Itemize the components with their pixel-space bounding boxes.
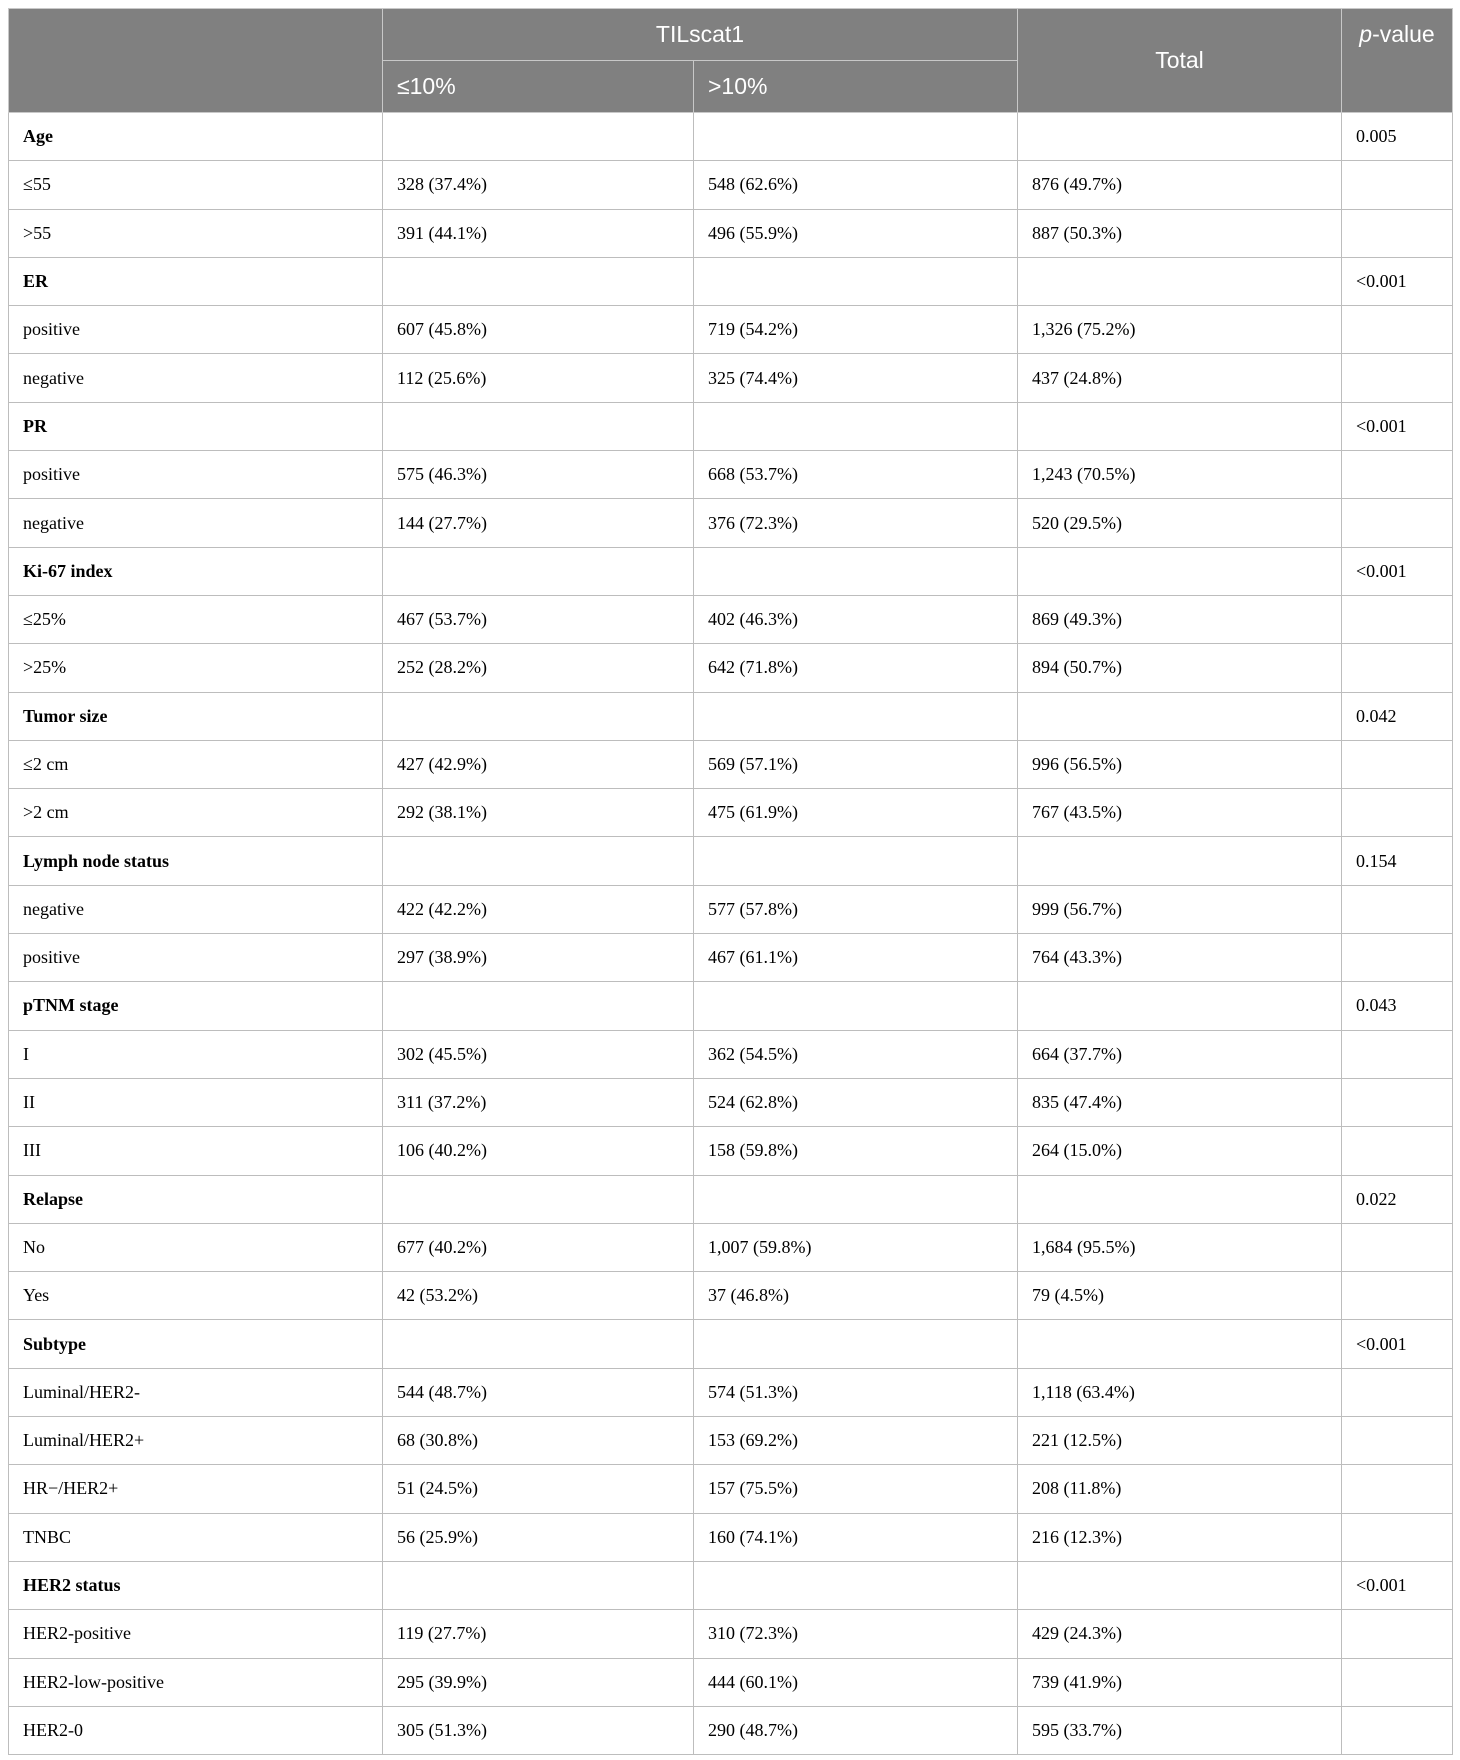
cell-label: Subtype bbox=[9, 1320, 383, 1368]
cell-label: HER2-positive bbox=[9, 1610, 383, 1658]
cell-high: 569 (57.1%) bbox=[694, 740, 1018, 788]
cell-p bbox=[1342, 1127, 1453, 1175]
cell-p bbox=[1342, 1368, 1453, 1416]
cell-low: 544 (48.7%) bbox=[383, 1368, 694, 1416]
cell-total: 1,243 (70.5%) bbox=[1018, 451, 1342, 499]
cell-total: 894 (50.7%) bbox=[1018, 644, 1342, 692]
cell-p: 0.043 bbox=[1342, 982, 1453, 1030]
cell-high: 376 (72.3%) bbox=[694, 499, 1018, 547]
cell-label: Relapse bbox=[9, 1175, 383, 1223]
cell-label: positive bbox=[9, 934, 383, 982]
cell-high: 577 (57.8%) bbox=[694, 885, 1018, 933]
cell-label: >55 bbox=[9, 209, 383, 257]
table-row bbox=[9, 644, 1453, 692]
cell-label: HER2-low-positive bbox=[9, 1658, 383, 1706]
table-row bbox=[9, 209, 1453, 257]
cell-label: pTNM stage bbox=[9, 982, 383, 1030]
table-row bbox=[9, 1465, 1453, 1513]
cell-high: 524 (62.8%) bbox=[694, 1078, 1018, 1126]
cell-total bbox=[1018, 113, 1342, 161]
cell-label: negative bbox=[9, 354, 383, 402]
cell-total bbox=[1018, 402, 1342, 450]
cell-p bbox=[1342, 161, 1453, 209]
cell-p: 0.154 bbox=[1342, 837, 1453, 885]
cell-total: 835 (47.4%) bbox=[1018, 1078, 1342, 1126]
cell-high: 444 (60.1%) bbox=[694, 1658, 1018, 1706]
cell-p bbox=[1342, 1223, 1453, 1271]
cell-high: 157 (75.5%) bbox=[694, 1465, 1018, 1513]
cell-label: HR−/HER2+ bbox=[9, 1465, 383, 1513]
cell-low: 42 (53.2%) bbox=[383, 1272, 694, 1320]
cell-p: 0.022 bbox=[1342, 1175, 1453, 1223]
cell-high: 153 (69.2%) bbox=[694, 1417, 1018, 1465]
cell-total bbox=[1018, 1320, 1342, 1368]
cell-p bbox=[1342, 644, 1453, 692]
cell-label: HER2-0 bbox=[9, 1706, 383, 1754]
cell-high: 642 (71.8%) bbox=[694, 644, 1018, 692]
table-row bbox=[9, 1223, 1453, 1271]
cell-p bbox=[1342, 1030, 1453, 1078]
cell-total: 767 (43.5%) bbox=[1018, 789, 1342, 837]
cell-total: 664 (37.7%) bbox=[1018, 1030, 1342, 1078]
table-row bbox=[9, 1706, 1453, 1754]
cell-total: 264 (15.0%) bbox=[1018, 1127, 1342, 1175]
cell-high bbox=[694, 692, 1018, 740]
cell-p bbox=[1342, 1272, 1453, 1320]
table-container bbox=[8, 8, 1452, 1755]
cell-low: 144 (27.7%) bbox=[383, 499, 694, 547]
cell-label: No bbox=[9, 1223, 383, 1271]
cell-low: 311 (37.2%) bbox=[383, 1078, 694, 1126]
cell-label: negative bbox=[9, 885, 383, 933]
cell-total bbox=[1018, 1561, 1342, 1609]
cell-low: 106 (40.2%) bbox=[383, 1127, 694, 1175]
table-group-row bbox=[9, 1320, 1453, 1368]
cell-high: 158 (59.8%) bbox=[694, 1127, 1018, 1175]
cell-low: 607 (45.8%) bbox=[383, 306, 694, 354]
cell-total bbox=[1018, 547, 1342, 595]
table-row bbox=[9, 354, 1453, 402]
table-group-row bbox=[9, 692, 1453, 740]
header-blank bbox=[9, 9, 383, 113]
header-total: Total bbox=[1018, 9, 1342, 113]
cell-label: Yes bbox=[9, 1272, 383, 1320]
header-p-italic: p bbox=[1359, 21, 1373, 47]
cell-total: 996 (56.5%) bbox=[1018, 740, 1342, 788]
cell-total: 739 (41.9%) bbox=[1018, 1658, 1342, 1706]
cell-high bbox=[694, 257, 1018, 305]
cell-label: Ki-67 index bbox=[9, 547, 383, 595]
table-row bbox=[9, 885, 1453, 933]
cell-label: ≤55 bbox=[9, 161, 383, 209]
table-row bbox=[9, 1368, 1453, 1416]
cell-p bbox=[1342, 1417, 1453, 1465]
cell-label: TNBC bbox=[9, 1513, 383, 1561]
cell-p bbox=[1342, 1658, 1453, 1706]
cell-low: 112 (25.6%) bbox=[383, 354, 694, 402]
cell-p bbox=[1342, 740, 1453, 788]
table-row bbox=[9, 1610, 1453, 1658]
cell-total bbox=[1018, 982, 1342, 1030]
cell-label: positive bbox=[9, 451, 383, 499]
table-row bbox=[9, 789, 1453, 837]
cell-low bbox=[383, 547, 694, 595]
table-row bbox=[9, 934, 1453, 982]
cell-p bbox=[1342, 595, 1453, 643]
table-group-row bbox=[9, 402, 1453, 450]
cell-low bbox=[383, 982, 694, 1030]
table-row bbox=[9, 1030, 1453, 1078]
cell-low: 56 (25.9%) bbox=[383, 1513, 694, 1561]
table-group-row bbox=[9, 113, 1453, 161]
cell-total: 1,684 (95.5%) bbox=[1018, 1223, 1342, 1271]
header-p-rest: -value bbox=[1372, 21, 1435, 47]
cell-label: Tumor size bbox=[9, 692, 383, 740]
cell-total: 869 (49.3%) bbox=[1018, 595, 1342, 643]
cell-p: <0.001 bbox=[1342, 1320, 1453, 1368]
cell-high: 1,007 (59.8%) bbox=[694, 1223, 1018, 1271]
cell-low: 68 (30.8%) bbox=[383, 1417, 694, 1465]
table-row bbox=[9, 1658, 1453, 1706]
cell-high bbox=[694, 1320, 1018, 1368]
cell-low: 391 (44.1%) bbox=[383, 209, 694, 257]
table-row bbox=[9, 740, 1453, 788]
cell-low bbox=[383, 1320, 694, 1368]
cell-label: Lymph node status bbox=[9, 837, 383, 885]
table-group-row bbox=[9, 257, 1453, 305]
table-row bbox=[9, 1078, 1453, 1126]
data-table bbox=[8, 8, 1453, 1755]
cell-low: 119 (27.7%) bbox=[383, 1610, 694, 1658]
header-high: >10% bbox=[694, 61, 1018, 113]
cell-high: 548 (62.6%) bbox=[694, 161, 1018, 209]
cell-low: 305 (51.3%) bbox=[383, 1706, 694, 1754]
cell-total: 437 (24.8%) bbox=[1018, 354, 1342, 402]
header-p-value bbox=[1342, 9, 1453, 113]
cell-high: 719 (54.2%) bbox=[694, 306, 1018, 354]
cell-low: 302 (45.5%) bbox=[383, 1030, 694, 1078]
table-row bbox=[9, 1417, 1453, 1465]
cell-low bbox=[383, 837, 694, 885]
cell-total: 999 (56.7%) bbox=[1018, 885, 1342, 933]
cell-low bbox=[383, 113, 694, 161]
table-row bbox=[9, 161, 1453, 209]
cell-high: 475 (61.9%) bbox=[694, 789, 1018, 837]
cell-p: 0.042 bbox=[1342, 692, 1453, 740]
cell-p bbox=[1342, 1465, 1453, 1513]
cell-high: 160 (74.1%) bbox=[694, 1513, 1018, 1561]
cell-p: <0.001 bbox=[1342, 547, 1453, 595]
cell-total: 595 (33.7%) bbox=[1018, 1706, 1342, 1754]
table-row bbox=[9, 595, 1453, 643]
table-header bbox=[9, 9, 1453, 113]
cell-low: 467 (53.7%) bbox=[383, 595, 694, 643]
cell-label: >2 cm bbox=[9, 789, 383, 837]
header-low: ≤10% bbox=[383, 61, 694, 113]
cell-total: 876 (49.7%) bbox=[1018, 161, 1342, 209]
cell-p: 0.005 bbox=[1342, 113, 1453, 161]
cell-high bbox=[694, 1175, 1018, 1223]
cell-low: 252 (28.2%) bbox=[383, 644, 694, 692]
cell-total: 79 (4.5%) bbox=[1018, 1272, 1342, 1320]
table-row bbox=[9, 306, 1453, 354]
cell-total: 1,326 (75.2%) bbox=[1018, 306, 1342, 354]
cell-low: 575 (46.3%) bbox=[383, 451, 694, 499]
table-body bbox=[9, 113, 1453, 1755]
cell-total: 221 (12.5%) bbox=[1018, 1417, 1342, 1465]
cell-p: <0.001 bbox=[1342, 402, 1453, 450]
cell-total bbox=[1018, 692, 1342, 740]
table-group-row bbox=[9, 547, 1453, 595]
cell-total: 887 (50.3%) bbox=[1018, 209, 1342, 257]
cell-total: 1,118 (63.4%) bbox=[1018, 1368, 1342, 1416]
cell-label: ER bbox=[9, 257, 383, 305]
cell-high: 290 (48.7%) bbox=[694, 1706, 1018, 1754]
cell-p bbox=[1342, 1706, 1453, 1754]
cell-low bbox=[383, 1561, 694, 1609]
cell-p: <0.001 bbox=[1342, 257, 1453, 305]
cell-high bbox=[694, 837, 1018, 885]
cell-label: ≤2 cm bbox=[9, 740, 383, 788]
cell-p bbox=[1342, 1513, 1453, 1561]
header-group-label: TILscat1 bbox=[383, 9, 1018, 61]
cell-low: 422 (42.2%) bbox=[383, 885, 694, 933]
cell-high: 310 (72.3%) bbox=[694, 1610, 1018, 1658]
cell-label: Luminal/HER2- bbox=[9, 1368, 383, 1416]
cell-total bbox=[1018, 837, 1342, 885]
cell-low: 427 (42.9%) bbox=[383, 740, 694, 788]
cell-high: 325 (74.4%) bbox=[694, 354, 1018, 402]
cell-low bbox=[383, 257, 694, 305]
cell-p bbox=[1342, 934, 1453, 982]
cell-label: III bbox=[9, 1127, 383, 1175]
cell-low: 295 (39.9%) bbox=[383, 1658, 694, 1706]
cell-high: 467 (61.1%) bbox=[694, 934, 1018, 982]
cell-low: 51 (24.5%) bbox=[383, 1465, 694, 1513]
cell-label: HER2 status bbox=[9, 1561, 383, 1609]
cell-high: 362 (54.5%) bbox=[694, 1030, 1018, 1078]
cell-high: 574 (51.3%) bbox=[694, 1368, 1018, 1416]
cell-p bbox=[1342, 1610, 1453, 1658]
cell-high: 402 (46.3%) bbox=[694, 595, 1018, 643]
cell-label: ≤25% bbox=[9, 595, 383, 643]
cell-high: 668 (53.7%) bbox=[694, 451, 1018, 499]
cell-label: >25% bbox=[9, 644, 383, 692]
cell-low bbox=[383, 402, 694, 450]
cell-label: I bbox=[9, 1030, 383, 1078]
cell-p bbox=[1342, 209, 1453, 257]
cell-low: 328 (37.4%) bbox=[383, 161, 694, 209]
cell-p bbox=[1342, 1078, 1453, 1126]
cell-total: 208 (11.8%) bbox=[1018, 1465, 1342, 1513]
table-group-row bbox=[9, 1175, 1453, 1223]
cell-total: 764 (43.3%) bbox=[1018, 934, 1342, 982]
cell-total: 520 (29.5%) bbox=[1018, 499, 1342, 547]
cell-low: 677 (40.2%) bbox=[383, 1223, 694, 1271]
table-row bbox=[9, 1272, 1453, 1320]
cell-p bbox=[1342, 354, 1453, 402]
table-group-row bbox=[9, 837, 1453, 885]
cell-high bbox=[694, 113, 1018, 161]
cell-label: II bbox=[9, 1078, 383, 1126]
cell-label: PR bbox=[9, 402, 383, 450]
table-row bbox=[9, 499, 1453, 547]
cell-p bbox=[1342, 499, 1453, 547]
cell-low bbox=[383, 692, 694, 740]
table-group-row bbox=[9, 982, 1453, 1030]
cell-p bbox=[1342, 789, 1453, 837]
cell-total bbox=[1018, 1175, 1342, 1223]
table-row bbox=[9, 451, 1453, 499]
cell-low bbox=[383, 1175, 694, 1223]
cell-total: 429 (24.3%) bbox=[1018, 1610, 1342, 1658]
cell-total bbox=[1018, 257, 1342, 305]
cell-p: <0.001 bbox=[1342, 1561, 1453, 1609]
cell-high: 496 (55.9%) bbox=[694, 209, 1018, 257]
cell-high bbox=[694, 547, 1018, 595]
cell-label: Luminal/HER2+ bbox=[9, 1417, 383, 1465]
cell-label: Age bbox=[9, 113, 383, 161]
cell-high bbox=[694, 982, 1018, 1030]
cell-high: 37 (46.8%) bbox=[694, 1272, 1018, 1320]
table-group-row bbox=[9, 1561, 1453, 1609]
cell-label: negative bbox=[9, 499, 383, 547]
cell-high bbox=[694, 1561, 1018, 1609]
cell-p bbox=[1342, 885, 1453, 933]
cell-p bbox=[1342, 451, 1453, 499]
cell-total: 216 (12.3%) bbox=[1018, 1513, 1342, 1561]
table-row bbox=[9, 1513, 1453, 1561]
cell-low: 292 (38.1%) bbox=[383, 789, 694, 837]
cell-low: 297 (38.9%) bbox=[383, 934, 694, 982]
table-row bbox=[9, 1127, 1453, 1175]
cell-label: positive bbox=[9, 306, 383, 354]
cell-p bbox=[1342, 306, 1453, 354]
cell-high bbox=[694, 402, 1018, 450]
